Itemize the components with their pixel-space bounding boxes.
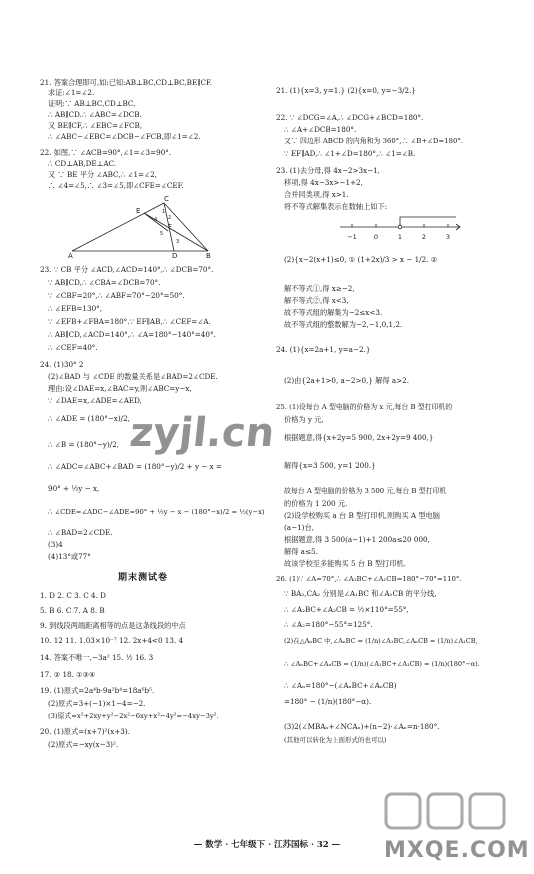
text-line: 24. (1){x=2a+1, y=a−2.} xyxy=(276,345,371,354)
text-line: 10. 12 11. 1.03×10⁻⁷ 12. 2x+4<0 13. 4 xyxy=(40,636,184,645)
text-line: (3)原式=x²+2xy+y²−2x²−6xy+x²−4y²=−4xy−3y². xyxy=(48,712,219,720)
text-line: ∴ ∠AₙBC+∠AₙCB = (1/n)(∠A₁BC+∠A₁CB) = (1/n)(180°−α). xyxy=(284,660,480,668)
text-line: 根据题意,得{x+2y=5 900, 2x+2y=9 400,} xyxy=(284,433,434,442)
text-line: ∴ ∠ABC−∠EBC=∠DCB−∠FCB,即∠1=∠2. xyxy=(48,132,201,141)
text-line: ∵ ∠DAE=x,∠ADE=∠AED, xyxy=(48,396,142,405)
text-line: ∴ AB∥CD.∴ ∠ABC=∠DCB. xyxy=(48,110,142,119)
text-line: =180° − (1/n)(180°−α). xyxy=(284,697,372,706)
text-line: 19. (1)原式=2a⁴b·9a²b⁴=18a⁶b⁵. xyxy=(40,686,155,695)
text-line: 移项,得 4x−3x>−1+2, xyxy=(284,178,363,187)
text-line: (3)4 xyxy=(48,540,63,549)
text-line: 21. (1){x=3, y=1.} (2){x=0, y=−3/2.} xyxy=(276,86,416,95)
figure-label: A xyxy=(68,252,73,259)
text-line: 解得 a≤5. xyxy=(284,547,318,556)
text-line: 又 BE∥CF,∴ ∠EBC=∠FCB, xyxy=(48,121,143,130)
text-line: ∴ ∠CDE=∠ADC−∠ADE=90° + ½y − x − (180°−x)/2 = ½(y−x) xyxy=(48,508,265,516)
text-line: 价格为 y 元, xyxy=(284,415,324,424)
text-line: ∵ ∠EFB+∠FBA=180°.∵ EF∥AB,∴ ∠CEF=∠A. xyxy=(48,317,211,326)
figure-label: D xyxy=(172,252,178,259)
text-line: ∵ AB∥CD,∴ ∠CBA=∠DCB=70°. xyxy=(48,278,161,287)
text-line: (a−1)台, xyxy=(284,523,314,532)
text-line: 将不等式解集表示在数轴上如下: xyxy=(284,202,388,211)
text-line: ∴ ∠4=∠5,∴ ∠3=∠5,即∠CFE=∠CEF. xyxy=(48,181,184,190)
text-line: ∵ ∠CBF=20°,∴ ∠ABF=70°−20°=50°. xyxy=(48,291,185,300)
text-line: 17. ② 18. ①③④ xyxy=(40,670,96,679)
figure-label: 2 xyxy=(168,215,172,221)
page-footer: — 数学 · 七年级下 · 江苏国标 · 32 — xyxy=(193,840,341,850)
text-line: 根据题意,得 3 500(a−1)+1 200a≤20 000, xyxy=(284,535,430,544)
text-line: ∴ ∠A₂BC+∠A₂CB = ½×110°=55°, xyxy=(284,605,409,614)
text-line: 90° + ½y − x, xyxy=(48,484,100,493)
text-line: ∴ CD⊥AB,DE⊥AC. xyxy=(48,159,117,168)
figure-label: C xyxy=(164,195,169,203)
axis-tick-label: 3 xyxy=(445,233,451,241)
text-line: ∴ ∠Aₙ=180°−(∠AₙBC+∠AₙCB) xyxy=(284,681,397,690)
text-line: 又 ∵ BE 平分 ∠ABC,∴ ∠1=∠2, xyxy=(48,170,157,179)
text-line: 14. 答案不唯一,−3a² 15. ½ 16. 3 xyxy=(40,653,154,662)
text-line: ∴ ∠CEF=40°. xyxy=(48,343,98,352)
axis-tick-label: −1 xyxy=(347,233,357,241)
figure-label: 3 xyxy=(176,239,180,245)
text-line: 22. 如图,∵ ∠ACB=90°,∠1=∠3=90°. xyxy=(40,148,172,157)
text-line: 23. ∵ CB 平分 ∠ACD,∠ACD=140°,∴ ∠DCB=70°. xyxy=(40,265,214,274)
text-line: 故该学校至多能购买 5 台 B 型打印机. xyxy=(284,559,406,568)
text-line: (其他可以转化为上面形式的也可以) xyxy=(284,736,387,744)
text-line: ∴ ∠ADE = (180°−x)/2, xyxy=(48,414,130,423)
text-line: 1. D 2. C 3. C 4. D xyxy=(40,591,106,600)
axis-tick-label: 2 xyxy=(421,233,427,241)
axis-tick-label: 1 xyxy=(397,233,403,241)
triangle-figure xyxy=(68,191,216,259)
text-line: 故不等式组的整数解为−2,−1,0,1,2. xyxy=(284,320,403,329)
text-line: (2)在△AₙBC 中,∠AₙBC = (1/n)∠A₁BC,∠AₙCB = (1/n)∠A₁CB, xyxy=(284,637,478,645)
text-line: (2)原式=3+(−1)×1−4=−2. xyxy=(48,699,146,708)
text-line: 解不等式①,得 x≥−2, xyxy=(284,284,355,293)
figure-label: 5 xyxy=(160,231,164,237)
text-line: ∵ EF∥AD,∴ ∠1+∠D=180°,∴ ∠1=∠B. xyxy=(284,149,416,158)
text-line: 合并同类项,得 x>1. xyxy=(284,190,349,199)
text-line: 解得{x=3 500, y=1 200.} xyxy=(284,461,376,470)
text-line: 5. B 6. C 7. A 8. B xyxy=(40,606,105,615)
text-line: 求证:∠1=∠2. xyxy=(48,88,95,97)
text-line: 故不等式组的解集为−2≤x<3. xyxy=(284,308,383,317)
text-line: 26. (1)∵ ∠A=70°,∴ ∠A₁BC+∠A₁CB=180°−70°=110°. xyxy=(276,575,462,583)
figure-label: B xyxy=(206,252,211,259)
text-line: (2)设学校购买 a 台 B 型打印机,则购买 A 型电脑 xyxy=(284,511,440,520)
number-line xyxy=(336,215,466,247)
text-line: ∴ ∠BAD=2∠CDE. xyxy=(48,528,113,537)
text-line: (3)2(∠MBAₙ+∠NCAₙ)+(n−2)·∠Aₙ=n·180°. xyxy=(284,722,440,731)
text-line: ∴ ∠ADC=∠ABC+∠BAD = (180°−y)/2 + y − x = xyxy=(48,462,222,471)
text-line: (2)由{2a+1>0, a−2>0,} 解得 a>2. xyxy=(284,376,410,385)
text-line: 证明:∵ AB⊥BC,CD⊥BC, xyxy=(48,99,136,108)
text-line: 又∵ 四边形 ABCD 的内角和为 360°,∴ ∠B+∠D=180°. xyxy=(284,137,463,145)
text-line: (2){x−2(x+1)≤0, ① (1+2x)/3 > x − 1/2. ② xyxy=(284,255,438,264)
text-line: 的价格为 1 200 元. xyxy=(284,499,348,508)
figure-label: E xyxy=(136,207,141,215)
text-line: 20. (1)原式=(x+7)²(x+3). xyxy=(40,727,130,736)
text-line: 21. 答案合理即可,如:已知:AB⊥BC,CD⊥BC,BE∥CF. xyxy=(40,78,213,87)
text-line: 理由:设∠DAE=x,∠BAC=y,则∠ABC=y−x, xyxy=(48,384,192,393)
axis-tick-label: 0 xyxy=(373,233,379,241)
watermark-text: zyjl.cn xyxy=(127,410,277,456)
text-line: ∴ ∠B = (180°−y)/2, xyxy=(48,440,120,449)
text-line: 23. (1)去分母,得 4x−2>3x−1, xyxy=(276,166,380,175)
text-line: 解不等式②,得 x<3, xyxy=(284,296,349,305)
figure-label: 4 xyxy=(154,217,158,223)
site-logo xyxy=(380,788,530,870)
logo-text: MXQE.COM xyxy=(384,838,530,863)
text-line: 9. 到线段两端距离相等的点是这条线段的中点 xyxy=(40,621,186,630)
text-line: (2)原式=−xy(x−3)². xyxy=(48,740,119,749)
text-line: ∵ BA₂,CA₂ 分别是∠A₁BC 和∠A₁CB 的平分线, xyxy=(284,589,437,598)
text-line: 25. (1)设每台 A 型电脑的价格为 x 元,每台 B 型打印机的 xyxy=(276,403,453,411)
figure-label: F xyxy=(168,223,173,231)
figure-label: 1 xyxy=(162,209,166,215)
text-line: (2)∠BAD 与 ∠CDE 的数量关系是∠BAD=2∠CDE. xyxy=(48,372,218,381)
exam-title: 期末测试卷 xyxy=(118,573,169,583)
text-line: ∴ AB∥CD,∠ACD=140°,∴ ∠A=180°−140°=40°. xyxy=(48,330,216,339)
text-line: 22. ∵ ∠DCG=∠A,∴ ∠DCG+∠BCD=180°. xyxy=(276,113,424,122)
text-line: 24. (1)30° 2 xyxy=(40,360,84,369)
text-line: 故每台 A 型电脑的价格为 3 500 元,每台 B 型打印机 xyxy=(284,487,447,495)
text-line: ∴ ∠A+∠DCB=180°. xyxy=(284,125,357,134)
text-line: (4)13°或77° xyxy=(48,552,91,561)
text-line: ∴ ∠EFB=130°, xyxy=(48,304,103,313)
text-line: ∴ ∠A₂=180°−55°=125°. xyxy=(284,620,373,629)
